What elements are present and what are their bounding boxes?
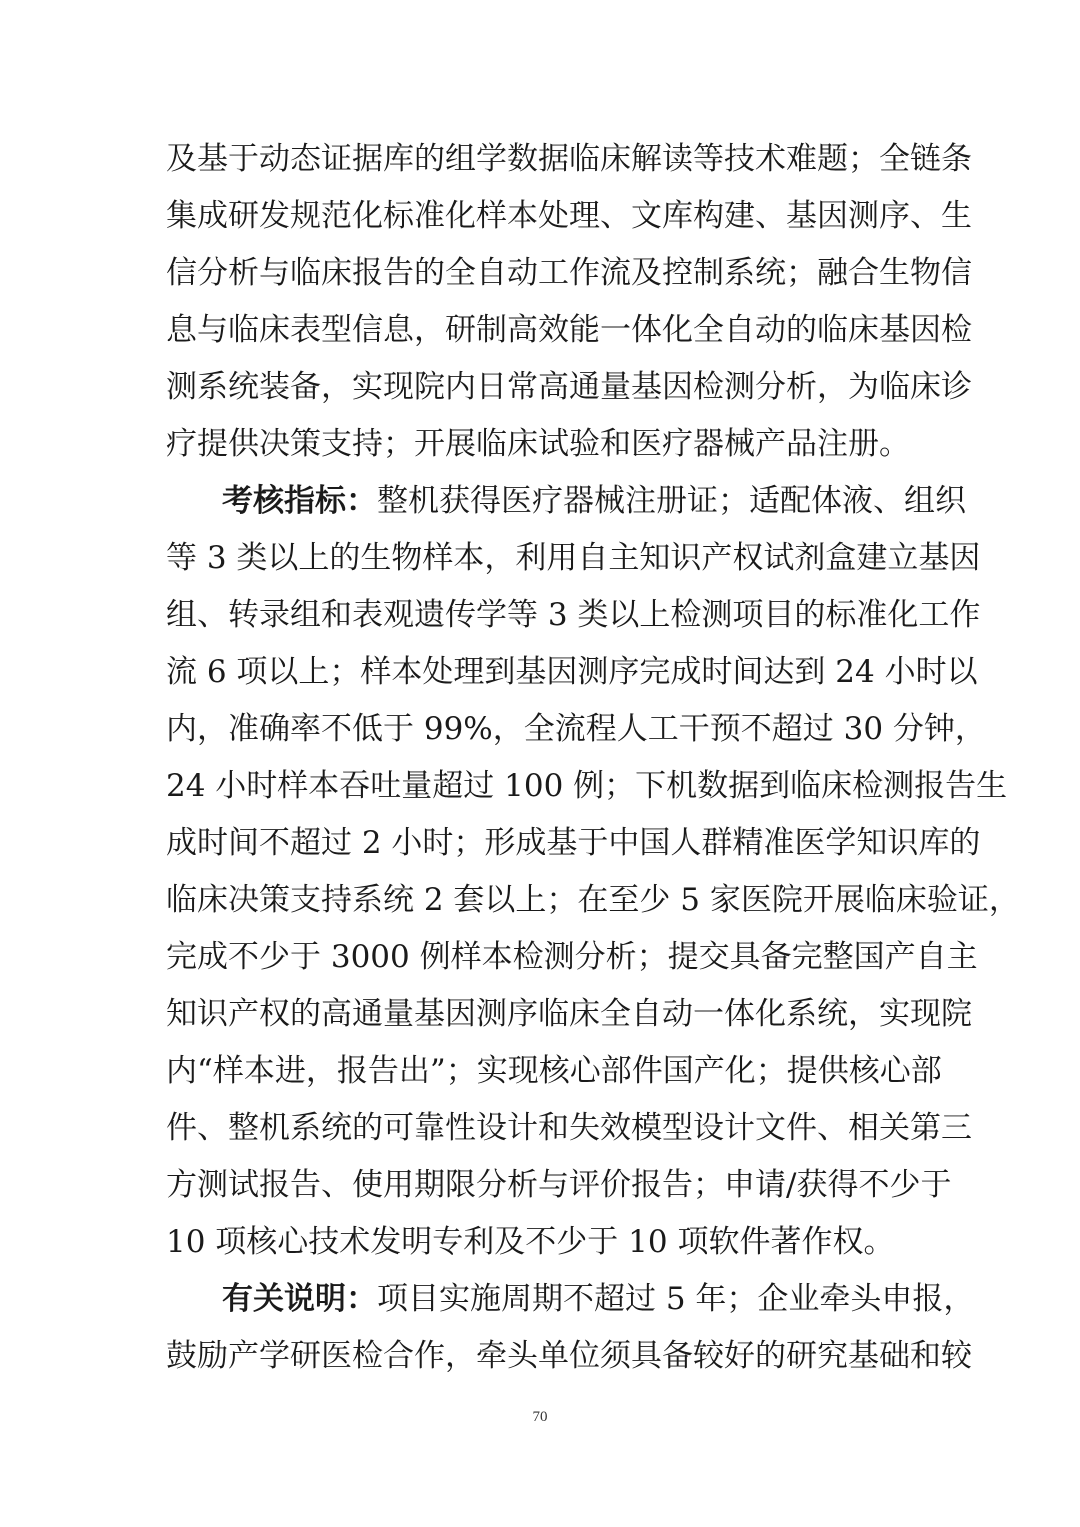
body-text-line: 组、转录组和表观遗传学等 3 类以上检测项目的标准化工作 [166, 597, 981, 633]
body-text-line: 等 3 类以上的生物样本，利用自主知识产权试剂盒建立基因 [166, 540, 981, 576]
body-text-line: 测系统装备，实现院内日常高通量基因检测分析，为临床诊 [166, 369, 972, 405]
body-text-line: 10 项核心技术发明专利及不少于 10 项软件著作权。 [166, 1224, 895, 1260]
related-notes-heading: 有关说明： [222, 1281, 377, 1317]
body-text-line: 流 6 项以上；样本处理到基因测序完成时间达到 24 小时以 [166, 654, 978, 690]
body-text-line: 鼓励产学研医检合作，牵头单位须具备较好的研究基础和较 [166, 1338, 972, 1374]
body-text-line: 完成不少于 3000 例样本检测分析；提交具备完整国产自主 [166, 939, 978, 975]
body-text-line: 方测试报告、使用期限分析与评价报告；申请/获得不少于 [166, 1167, 952, 1203]
body-text-line: 疗提供决策支持；开展临床试验和医疗器械产品注册。 [166, 426, 910, 462]
body-text-line: 信分析与临床报告的全自动工作流及控制系统；融合生物信 [166, 255, 972, 291]
body-text-span: 项目实施周期不超过 5 年；企业牵头申报， [377, 1281, 975, 1317]
assessment-indicators-first-line [222, 481, 966, 521]
body-text-line: 及基于动态证据库的组学数据临床解读等技术难题；全链条 [166, 141, 972, 177]
body-text-line: 集成研发规范化标准化样本处理、文库构建、基因测序、生 [166, 198, 972, 234]
body-text-line: 件、整机系统的可靠性设计和失效模型设计文件、相关第三 [166, 1110, 972, 1146]
body-text-line: 息与临床表型信息，研制高效能一体化全自动的临床基因检 [166, 312, 972, 348]
page-number: 70 [532, 1409, 548, 1425]
body-text-line: 24 小时样本吞吐量超过 100 例；下机数据到临床检测报告生 [166, 768, 1008, 804]
body-text-span: 整机获得医疗器械注册证；适配体液、组织 [377, 483, 966, 519]
assessment-indicators-heading: 考核指标： [222, 483, 377, 519]
body-text-line: 内，准确率不低于 99%，全流程人工干预不超过 30 分钟， [166, 711, 986, 747]
body-text-line: 内“样本进，报告出”；实现核心部件国产化；提供核心部 [166, 1053, 942, 1089]
body-text-line: 知识产权的高通量基因测序临床全自动一体化系统，实现院 [166, 996, 972, 1032]
body-text-line: 成时间不超过 2 小时；形成基于中国人群精准医学知识库的 [166, 825, 981, 861]
related-notes-first-line [222, 1279, 975, 1319]
body-text-line: 临床决策支持系统 2 套以上；在至少 5 家医院开展临床验证， [166, 882, 1020, 918]
